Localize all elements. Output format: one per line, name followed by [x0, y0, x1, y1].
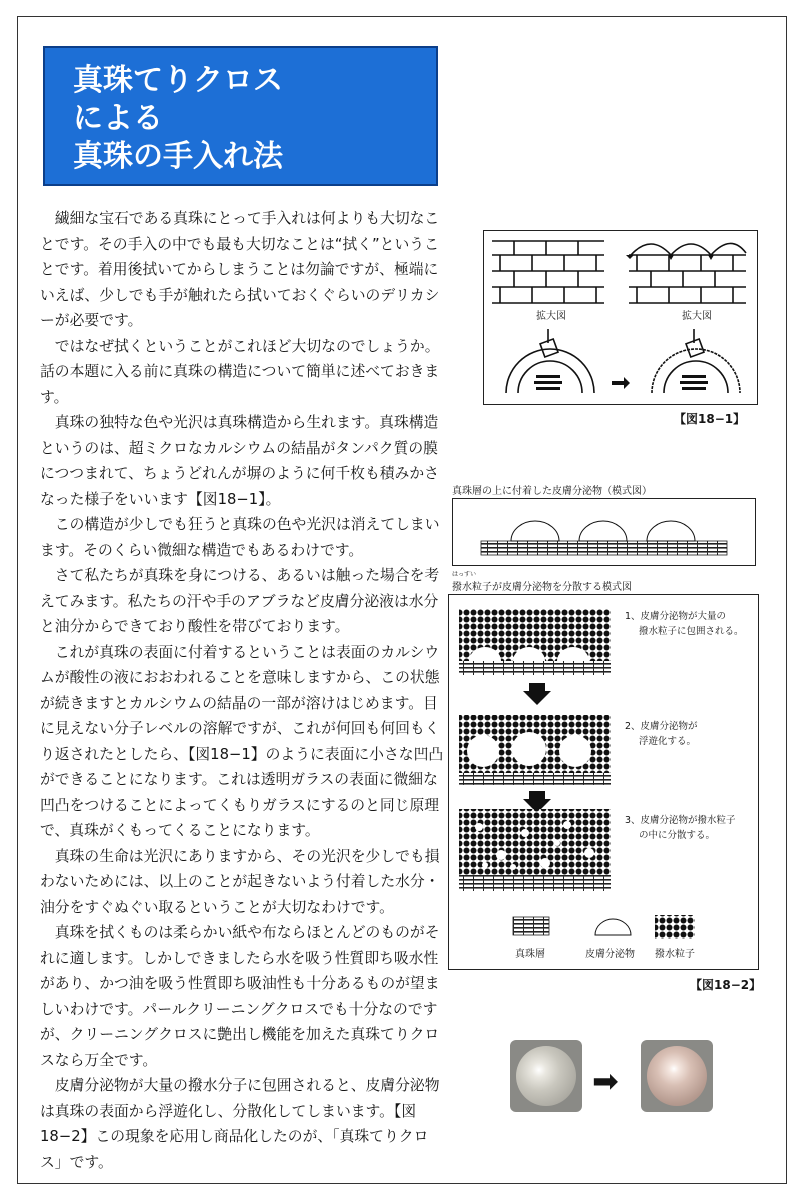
title-banner — [43, 46, 438, 186]
dispersion-diagram — [449, 595, 758, 969]
figure-18-1-caption: 【図18−1】 — [674, 412, 746, 426]
title-line-1: 真珠てりクロス — [73, 63, 283, 98]
paragraph: 真珠の独特な色や光沢は真珠構造から生れます。真珠構造というのは、超ミクロなカルシウムの結晶がタンパク質の膜につつまれて、ちょうどれんが塀のように何千枚も積みかさなった様子をいいます【図18−1】。 — [40, 414, 439, 508]
step-3: 3、皮膚分泌物が撥水粒子 の中に分散する。 — [625, 815, 736, 841]
title-line-2: による — [73, 101, 163, 136]
figure-secretion-on-nacre — [452, 498, 756, 566]
photo-pearl-after — [641, 1040, 713, 1112]
photo-pearl-before — [510, 1040, 582, 1112]
title-line-3: 真珠の手入れ法 — [73, 139, 283, 174]
figure-2a-title: 真珠層の上に付着した皮膚分泌物（模式図） — [452, 486, 652, 497]
figure-dispersion-process — [448, 594, 759, 970]
figure-2b-title: 撥水粒子が皮膚分泌物を分散する模式図 — [452, 582, 632, 593]
legend-nacre: 真珠層 — [515, 949, 545, 960]
paragraph: ではなぜ拭くということがこれほど大切なのでしょうか。話の本題に入る前に真珠の構造について簡単に述べておきます。 — [40, 337, 440, 406]
paragraph: さて私たちが真珠を身につける、あるいは触った場合を考えてみます。私たちの汗や手のアブラなど皮膚分泌液は水分と油分からできており酸性を帯びております。 — [40, 567, 440, 635]
legend-secretion: 皮膚分泌物 — [585, 949, 635, 960]
step-1: 1、皮膚分泌物が大量の 撥水粒子に包囲される。 — [625, 611, 744, 637]
ruby-reading: はっすい — [452, 571, 477, 578]
pearl-structure-diagram — [484, 231, 756, 403]
right-arrow-icon: ➡ — [592, 1062, 619, 1100]
legend-water-repellent: 撥水粒子 — [655, 949, 695, 960]
step-2: 2、皮膚分泌物が 浮遊化する。 — [625, 721, 698, 747]
article-body — [40, 206, 445, 1175]
paragraph: 真珠の生命は光沢にありますから、その光沢を少しでも損わないためには、以上のことが起きないよう付着した水分・油分をすぐぬぐい取るということが大切なわけです。 — [40, 847, 440, 916]
secretion-diagram — [453, 499, 755, 565]
shiny-pearl — [647, 1046, 707, 1106]
figure-18-1 — [483, 230, 758, 405]
paragraph: これが真珠の表面に付着するということは表面のカルシウムが酸性の液におおわれることを意味しますから、この状態が続きますとカルシウムの結晶の一部が溶けはじめます。目に見えない分子レベルの溶解ですが、これが何回も何回もくり返されたとしたら、【図18−1】のように表面に小さな凹凸ができることになります。これは透明ガラスの表面に微細な凹凸をつけることによってくもりガラスにするのと同じ原理で、真珠がくもってくることになります。 — [40, 643, 444, 839]
magnify-label-left: 拡大図 — [536, 311, 566, 322]
paragraph: 真珠を拭くものは柔らかい紙や布ならほとんどのものがそれに適します。しかしできましたら水を吸う性質即ち吸水性があり、かつ油を吸う性質即ち吸油性も十分あるものが望ましいわけです。パールクリーニングクロスでも十分なのですが、クリーニングクロスに艶出し機能を加えた真珠てりクロスなら万全です。 — [40, 924, 440, 1069]
paragraph: この構造が少しでも狂うと真珠の色や光沢は消えてしまいます。そのくらい微細な構造でもあるわけです。 — [40, 516, 440, 559]
figure-18-2-caption: 【図18−2】 — [690, 978, 762, 992]
magnify-label-right: 拡大図 — [682, 311, 712, 322]
paragraph: 繊細な宝石である真珠にとって手入れは何よりも大切なことです。その手入の中でも最も大切なことは“拭く”ということです。着用後拭いてからしまうことは勿論ですが、極端にいえば、少しでも手が触れたら拭いておくぐらいのデリカシーが必要です。 — [40, 210, 440, 329]
dull-pearl — [516, 1046, 576, 1106]
paragraph: 皮膚分泌物が大量の撥水分子に包囲されると、皮膚分泌物は真珠の表面から浮遊化し、分散化してしまいます。【図18−2】この現象を応用し商品化したのが、「真珠てりクロス」です。 — [40, 1077, 440, 1171]
